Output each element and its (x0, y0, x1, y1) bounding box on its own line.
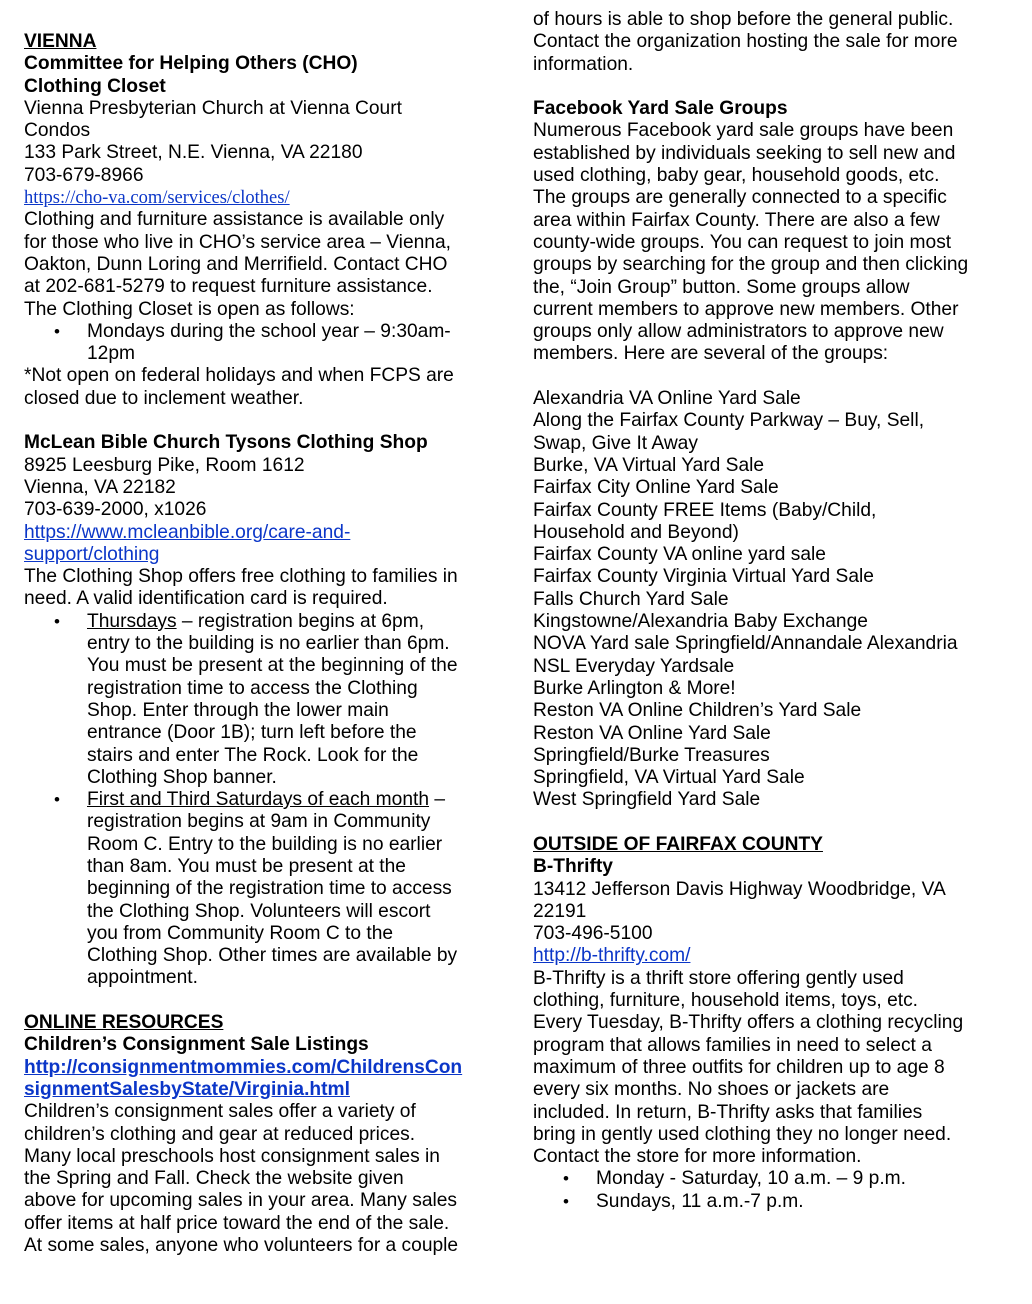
mclean-address-line: Vienna, VA 22182 (24, 476, 176, 498)
bullet-icon: • (54, 611, 60, 631)
mclean-website-link-line-1[interactable]: https://www.mcleanbible.org/care-and- (24, 521, 351, 543)
facebook-description-line: groups by searching for the group and then clicking (533, 254, 969, 276)
group-list-item: Falls Church Yard Sale (533, 588, 729, 610)
group-list-item: Burke, VA Virtual Yard Sale (533, 454, 765, 476)
bullet-icon: • (54, 790, 60, 810)
cho-address-line: Vienna Presbyterian Church at Vienna Court (24, 97, 402, 119)
bullet-label-saturdays: First and Third Saturdays of each month (87, 789, 429, 811)
consignment-description-line: Children’s consignment sales offer a variety of (24, 1101, 416, 1123)
group-list-item: Along the Fairfax County Parkway – Buy, Sell, (533, 410, 925, 432)
cho-phone: 703-679-8966 (24, 164, 144, 186)
bthrifty-description-line: Contact the store for more information. (533, 1146, 862, 1168)
group-list-item: Reston VA Online Yard Sale (533, 722, 771, 744)
facebook-description-line: the, “Join Group” button. Some groups allow (533, 276, 910, 298)
bthrifty-description-line: clothing, furniture, household items, toys, etc. (533, 990, 919, 1012)
continuation-line: information. (533, 53, 634, 75)
bullet-text-line: Room C. Entry to the building is no earlier (87, 833, 443, 855)
group-list-item: West Springfield Yard Sale (533, 789, 761, 811)
bthrifty-website-link[interactable]: http://b-thrifty.com/ (533, 945, 691, 967)
facebook-description-line: area within Fairfax County. There are also a few (533, 209, 940, 231)
bthrifty-hours-bullet (533, 1168, 988, 1190)
bthrifty-address-line: 13412 Jefferson Davis Highway Woodbridge, VA (533, 878, 946, 900)
right-column (533, 0, 988, 1213)
bthrifty-title: B-Thrifty (533, 856, 613, 878)
bullet-text-line: appointment. (87, 967, 198, 989)
bullet-text-line: Mondays during the school year – 9:30am- (87, 320, 451, 342)
continuation-line: of hours is able to shop before the general public. (533, 9, 954, 30)
cho-description-line: for those who live in CHO’s service area – Vienna, (24, 231, 451, 253)
bullet-text-line: entry to the building is no earlier than 6pm. (87, 633, 450, 655)
mclean-address-line: 8925 Leesburg Pike, Room 1612 (24, 454, 305, 476)
cho-description-line: The Clothing Closet is open as follows: (24, 298, 355, 320)
consignment-link-line-2[interactable]: signmentSalesbyState/Virginia.html (24, 1078, 350, 1100)
group-list-item: Alexandria VA Online Yard Sale (533, 388, 801, 410)
cho-title-line-2: Clothing Closet (24, 75, 166, 97)
bullet-label-thursdays: Thursdays (87, 610, 177, 632)
bthrifty-description-line: Every Tuesday, B-Thrifty offers a clothing recycling (533, 1012, 964, 1034)
consignment-description-line: the Spring and Fall. Check the website given (24, 1168, 404, 1190)
bullet-icon: • (563, 1191, 569, 1211)
cho-hours-bullet (24, 321, 476, 366)
bthrifty-description-line: maximum of three outfits for children up to age 8 (533, 1056, 945, 1078)
facebook-description-line: used clothing, baby gear, household goods, etc. (533, 165, 940, 187)
bthrifty-description-line: included. In return, B-Thrifty asks that families (533, 1101, 923, 1123)
bullet-text-line: than 8am. You must be present at the (87, 855, 406, 877)
cho-note-line: closed due to inclement weather. (24, 387, 304, 409)
continuation-line: Contact the organization hosting the sale for more (533, 31, 958, 53)
bullet-text-line: 12pm (87, 343, 135, 365)
bullet-text-line: the Clothing Shop. Volunteers will escort (87, 900, 431, 922)
group-list-item: Reston VA Online Children’s Yard Sale (533, 700, 862, 722)
bullet-text-line: registration time to access the Clothing (87, 677, 418, 699)
bullet-text-line: you from Community Room C to the (87, 922, 394, 944)
group-list-item: Burke Arlington & More! (533, 677, 736, 699)
mclean-description-line: The Clothing Shop offers free clothing to families in (24, 566, 458, 588)
mclean-website-link-line-2[interactable]: support/clothing (24, 543, 160, 565)
group-list-item: Springfield, VA Virtual Yard Sale (533, 767, 805, 789)
facebook-description-line: established by individuals seeking to sell new and (533, 142, 956, 164)
facebook-description-line: groups only allow administrators to approve new (533, 321, 944, 343)
bthrifty-address-line: 22191 (533, 900, 587, 922)
bullet-text-line: Clothing Shop banner. (87, 766, 277, 788)
section-heading-outside-fairfax: OUTSIDE OF FAIRFAX COUNTY (533, 833, 823, 855)
facebook-description-line: Numerous Facebook yard sale groups have been (533, 120, 954, 142)
consignment-description-line: above for upcoming sales in your area. Many sales (24, 1190, 458, 1212)
group-list-item: Springfield/Burke Treasures (533, 744, 770, 766)
bthrifty-description-line: B-Thrifty is a thrift store offering gently used (533, 967, 904, 989)
consignment-link-line-1[interactable]: http://consignmentmommies.com/ChildrensCon (24, 1056, 463, 1078)
bullet-text-line: Shop. Enter through the lower main (87, 699, 389, 721)
group-list-item: Fairfax City Online Yard Sale (533, 477, 779, 499)
bullet-text: – (429, 789, 446, 811)
mclean-description-line: need. A valid identification card is required. (24, 588, 388, 610)
left-column (24, 0, 476, 1257)
bullet-text-line: registration begins at 9am in Community (87, 811, 431, 833)
cho-title-line-1: Committee for Helping Others (CHO) (24, 53, 358, 75)
bullet-text-line: Clothing Shop. Other times are available by (87, 945, 458, 967)
group-list-item: NSL Everyday Yardsale (533, 655, 735, 677)
group-list-item: NOVA Yard sale Springfield/Annandale Alexandria (533, 633, 958, 655)
bullet-text-line: stairs and enter The Rock. Look for the (87, 744, 419, 766)
consignment-description-line: At some sales, anyone who volunteers for a couple (24, 1235, 459, 1257)
group-list-item: Household and Beyond) (533, 521, 739, 543)
facebook-description-line: The groups are generally connected to a specific (533, 187, 947, 209)
facebook-description-line: county-wide groups. You can request to join most (533, 231, 952, 253)
group-list-item: Fairfax County Virginia Virtual Yard Sale (533, 566, 874, 588)
group-list-item: Fairfax County FREE Items (Baby/Child, (533, 499, 877, 521)
cho-address-line: Condos (24, 120, 91, 142)
bullet-icon: • (563, 1169, 569, 1189)
bullet-text-line: entrance (Door 1B); turn left before the (87, 722, 417, 744)
group-list-item: Kingstowne/Alexandria Baby Exchange (533, 611, 868, 633)
bullet-text-line: beginning of the registration time to access (87, 878, 452, 900)
mclean-title: McLean Bible Church Tysons Clothing Shop (24, 432, 428, 454)
bthrifty-description-line: bring in gently used clothing they no longer need. (533, 1123, 952, 1145)
consignment-description-line: offer items at half price toward the end of the sale. (24, 1212, 450, 1234)
group-list-item: Swap, Give It Away (533, 432, 698, 454)
bullet-text: – registration begins at 6pm, (176, 610, 425, 632)
cho-description-line: Oakton, Dunn Loring and Merrifield. Contact CHO (24, 253, 448, 275)
section-heading-online-resources: ONLINE RESOURCES (24, 1012, 224, 1034)
cho-address-line: 133 Park Street, N.E. Vienna, VA 22180 (24, 142, 363, 164)
bthrifty-phone: 703-496-5100 (533, 923, 653, 945)
mclean-thursday-bullet (24, 611, 476, 789)
mclean-saturday-bullet (24, 789, 476, 990)
mclean-phone: 703-639-2000, x1026 (24, 499, 207, 521)
cho-note-line: *Not open on federal holidays and when FCPS are (24, 365, 454, 387)
consignment-description-line: Many local preschools host consignment sales in (24, 1145, 440, 1167)
bullet-text-line: Sundays, 11 a.m.-7 p.m. (596, 1190, 804, 1212)
bthrifty-hours-bullet (533, 1191, 988, 1213)
group-list-item: Fairfax County VA online yard sale (533, 544, 826, 566)
bullet-icon: • (54, 321, 60, 341)
cho-website-link[interactable]: https://cho-va.com/services/clothes/ (24, 188, 290, 209)
bthrifty-description-line: program that allows families in need to select a (533, 1034, 932, 1056)
bullet-text-line: Monday - Saturday, 10 a.m. – 9 p.m. (596, 1168, 906, 1190)
bullet-text-line: You must be present at the beginning of the (87, 655, 458, 677)
facebook-description-line: current members to approve new members. Other (533, 298, 959, 320)
facebook-title: Facebook Yard Sale Groups (533, 98, 788, 120)
consignment-title: Children’s Consignment Sale Listings (24, 1034, 369, 1056)
bthrifty-description-line: every six months. No shoes or jackets are (533, 1079, 890, 1101)
section-heading-vienna: VIENNA (24, 31, 97, 52)
cho-description-line: Clothing and furniture assistance is available only (24, 209, 445, 231)
cho-description-line: at 202-681-5279 to request furniture assistance. (24, 276, 433, 298)
facebook-description-line: members. Here are several of the groups: (533, 343, 889, 365)
consignment-description-line: children’s clothing and gear at reduced prices. (24, 1123, 416, 1145)
